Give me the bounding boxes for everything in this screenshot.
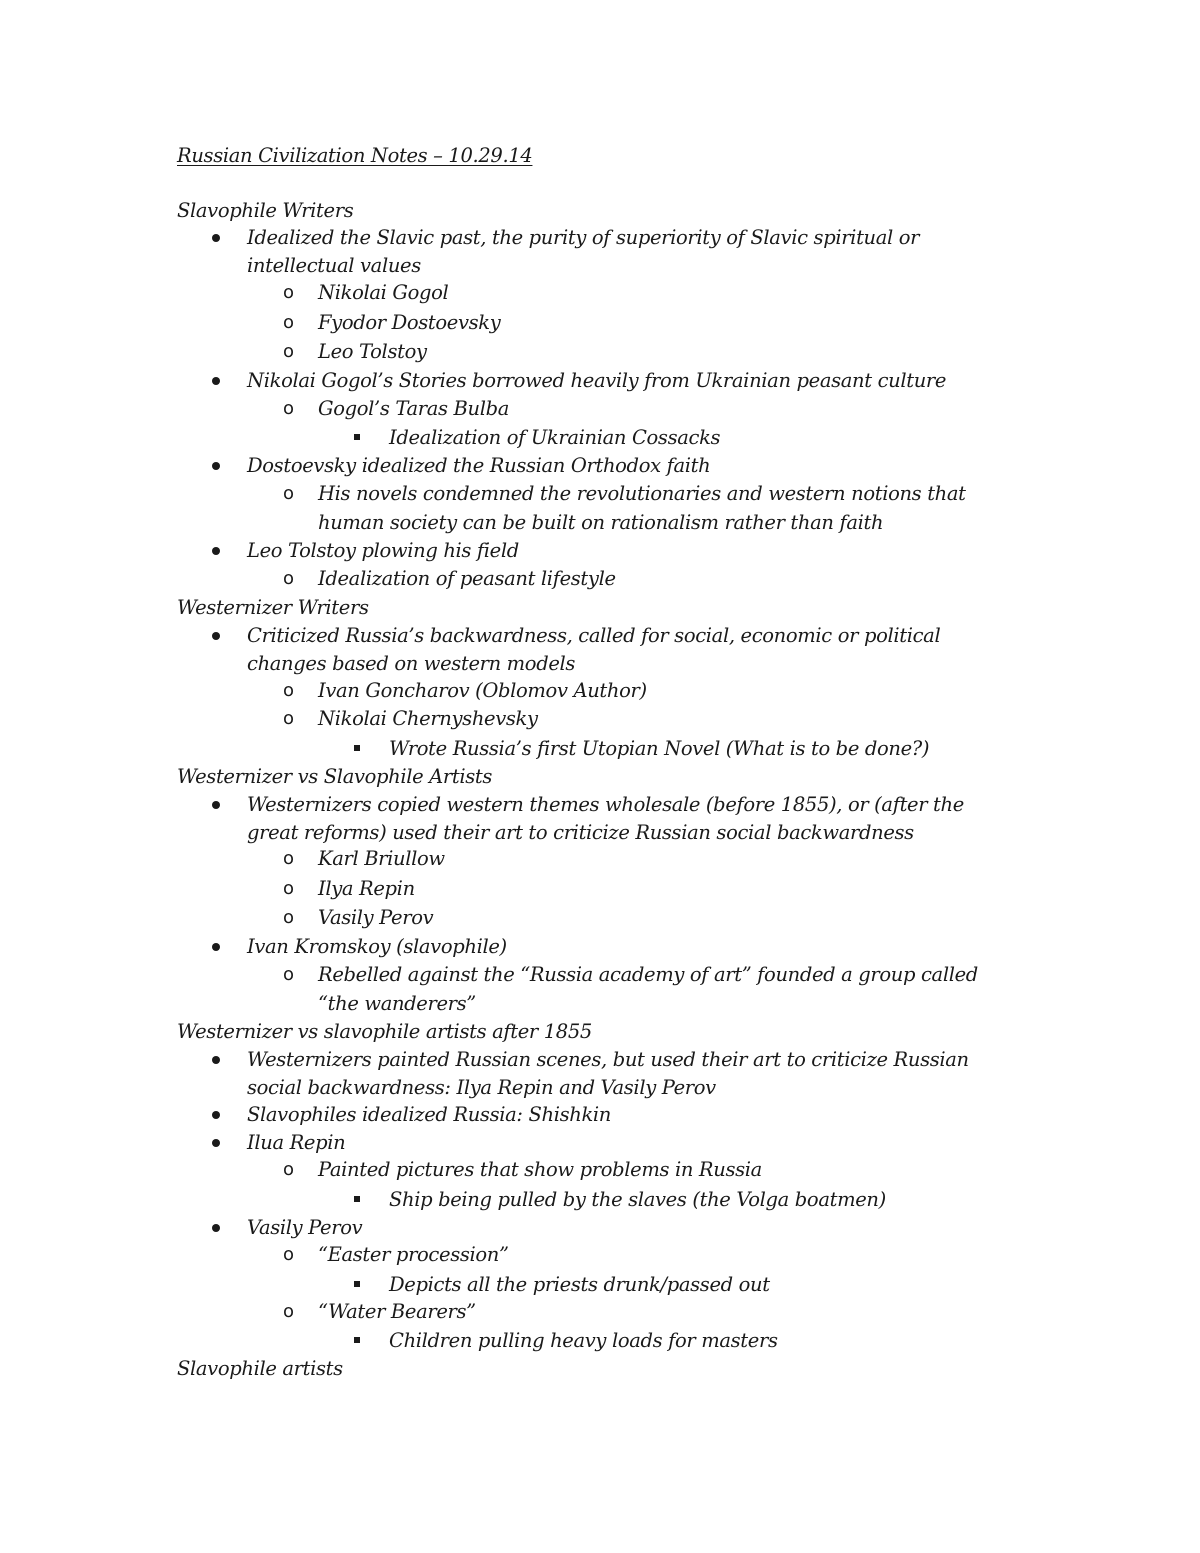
- list-item: Painted pictures that show problems in Russia: [318, 1158, 762, 1181]
- list-item: Westernizers copied western themes wholesale (before 1855), or (after the: [247, 793, 964, 816]
- list-item: Dostoevsky idealized the Russian Orthodox faith: [247, 454, 711, 477]
- list-item: Ivan Goncharov (Oblomov Author): [318, 679, 647, 702]
- bullet-disc-icon: [212, 547, 220, 555]
- bullet-disc-icon: [212, 1056, 220, 1064]
- list-item: Ivan Kromskoy (slavophile): [247, 935, 507, 958]
- list-item: Ship being pulled by the slaves (the Volga boatmen): [389, 1188, 886, 1211]
- bullet-disc-icon: [212, 632, 220, 640]
- bullet-circle-icon: o: [283, 1244, 294, 1265]
- section-heading: Slavophile Writers: [177, 199, 354, 222]
- list-item: “Water Bearers”: [318, 1300, 476, 1323]
- list-item: His novels condemned the revolutionaries and western notions that: [318, 482, 966, 505]
- bullet-disc-icon: [212, 943, 220, 951]
- bullet-disc-icon: [212, 462, 220, 470]
- list-item: Fyodor Dostoevsky: [318, 311, 501, 334]
- section-heading: Westernizer vs slavophile artists after 1855: [177, 1020, 592, 1043]
- list-item-continuation: “the wanderers”: [318, 992, 476, 1015]
- bullet-square-icon: [354, 1196, 360, 1202]
- list-item: Children pulling heavy loads for masters: [389, 1329, 778, 1352]
- bullet-circle-icon: o: [283, 282, 294, 303]
- section-heading: Slavophile artists: [177, 1357, 343, 1380]
- list-item: Rebelled against the “Russia academy of art” founded a group called: [318, 963, 978, 986]
- bullet-circle-icon: o: [283, 1301, 294, 1322]
- list-item: Idealized the Slavic past, the purity of superiority of Slavic spiritual or: [247, 226, 920, 249]
- bullet-square-icon: [354, 1337, 360, 1343]
- list-item: Idealization of peasant lifestyle: [318, 567, 616, 590]
- section-heading: Westernizer Writers: [177, 596, 369, 619]
- list-item: Ilya Repin: [318, 877, 415, 900]
- list-item: Vasily Perov: [318, 906, 434, 929]
- list-item-continuation: human society can be built on rationalism rather than faith: [318, 511, 884, 534]
- section-heading: Westernizer vs Slavophile Artists: [177, 765, 493, 788]
- list-item: Vasily Perov: [247, 1216, 363, 1239]
- bullet-circle-icon: o: [283, 848, 294, 869]
- list-item: Slavophiles idealized Russia: Shishkin: [247, 1103, 612, 1126]
- list-item: Idealization of Ukrainian Cossacks: [389, 426, 721, 449]
- list-item: “Easter procession”: [318, 1243, 509, 1266]
- list-item: Westernizers painted Russian scenes, but used their art to criticize Russian: [247, 1048, 969, 1071]
- bullet-disc-icon: [212, 1224, 220, 1232]
- bullet-circle-icon: o: [283, 907, 294, 928]
- bullet-disc-icon: [212, 377, 220, 385]
- bullet-square-icon: [354, 745, 360, 751]
- list-item: Leo Tolstoy plowing his field: [247, 539, 519, 562]
- bullet-disc-icon: [212, 1111, 220, 1119]
- bullet-circle-icon: o: [283, 964, 294, 985]
- list-item: Gogol’s Taras Bulba: [318, 397, 510, 420]
- list-item: Wrote Russia’s first Utopian Novel (What is to be done?): [389, 737, 930, 760]
- bullet-circle-icon: o: [283, 708, 294, 729]
- bullet-circle-icon: o: [283, 878, 294, 899]
- list-item: Nikolai Chernyshevsky: [318, 707, 538, 730]
- bullet-square-icon: [354, 1281, 360, 1287]
- bullet-circle-icon: o: [283, 312, 294, 333]
- list-item-continuation: social backwardness: Ilya Repin and Vasily Perov: [247, 1076, 716, 1099]
- bullet-disc-icon: [212, 234, 220, 242]
- page-title: Russian Civilization Notes – 10.29.14: [177, 144, 533, 167]
- list-item: Depicts all the priests drunk/passed out: [389, 1273, 770, 1296]
- list-item: Nikolai Gogol: [318, 281, 449, 304]
- bullet-circle-icon: o: [283, 341, 294, 362]
- list-item-continuation: great reforms) used their art to criticize Russian social backwardness: [247, 821, 914, 844]
- bullet-disc-icon: [212, 1139, 220, 1147]
- list-item: Nikolai Gogol’s Stories borrowed heavily from Ukrainian peasant culture: [247, 369, 947, 392]
- bullet-circle-icon: o: [283, 568, 294, 589]
- bullet-circle-icon: o: [283, 1159, 294, 1180]
- list-item: Leo Tolstoy: [318, 340, 427, 363]
- list-item-continuation: changes based on western models: [247, 652, 576, 675]
- bullet-disc-icon: [212, 801, 220, 809]
- list-item: Criticized Russia’s backwardness, called for social, economic or political: [247, 624, 941, 647]
- bullet-square-icon: [354, 434, 360, 440]
- list-item: Ilua Repin: [247, 1131, 346, 1154]
- bullet-circle-icon: o: [283, 398, 294, 419]
- bullet-circle-icon: o: [283, 483, 294, 504]
- bullet-circle-icon: o: [283, 680, 294, 701]
- list-item-continuation: intellectual values: [247, 254, 421, 277]
- list-item: Karl Briullow: [318, 847, 445, 870]
